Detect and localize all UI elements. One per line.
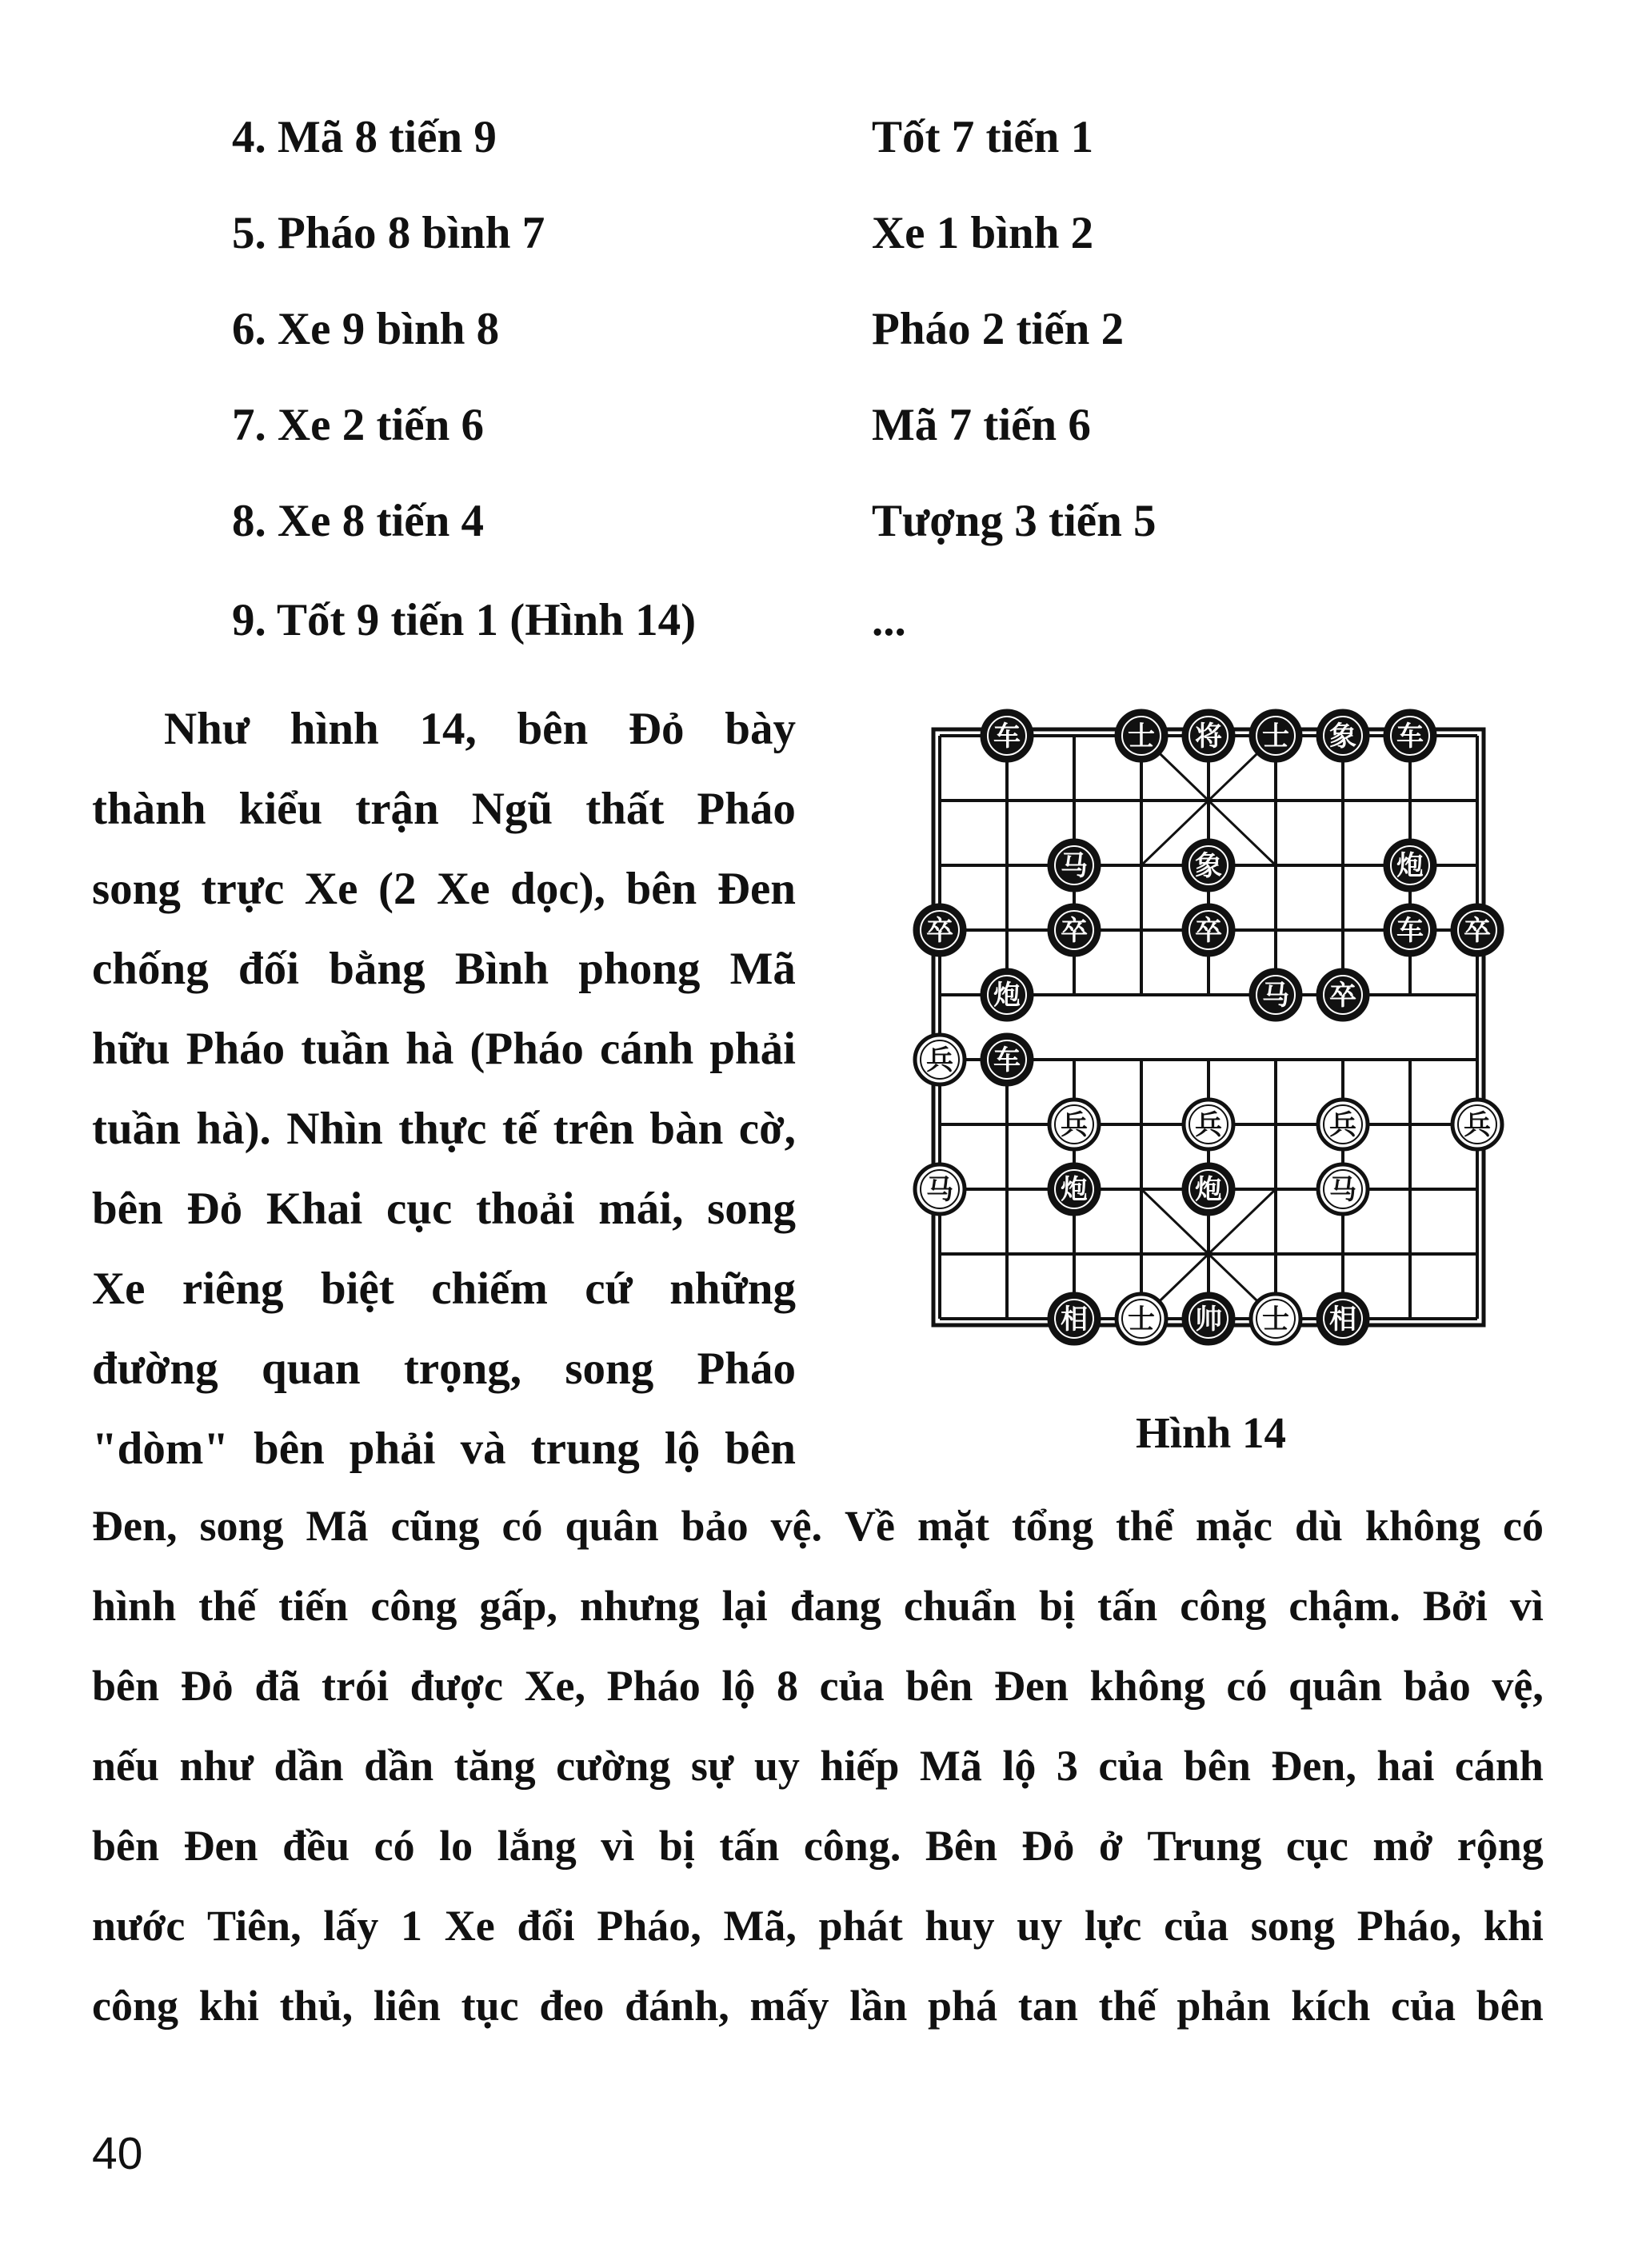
move-red: 6. Xe 9 bình 8 [232, 304, 500, 354]
piece-label: 兵 [926, 1044, 953, 1076]
word: có [1503, 1502, 1544, 1550]
word: rộng [1456, 1822, 1544, 1870]
word: bằng [329, 944, 425, 994]
move-red: 4. Mã 8 tiến 9 [232, 112, 497, 162]
word: Đen [183, 1822, 258, 1870]
word: của [1164, 1902, 1229, 1950]
piece-label: 将 [1195, 721, 1222, 753]
word: bên [254, 1423, 325, 1474]
word: hình [92, 1582, 177, 1630]
word: phong [578, 944, 701, 994]
word: ở [1098, 1822, 1123, 1870]
word: khi [198, 1982, 259, 2030]
word: hà [406, 1024, 454, 1074]
text-line [92, 1169, 796, 1249]
text-line [92, 1009, 796, 1089]
piece-label: 车 [993, 1044, 1021, 1076]
word: tế [501, 1104, 538, 1154]
word: lại [721, 1582, 768, 1630]
word: cục [386, 1184, 453, 1234]
word: song [565, 1344, 654, 1394]
word: hai [1376, 1742, 1435, 1790]
word: hà). [196, 1104, 271, 1154]
word: Đỏ [180, 1662, 234, 1710]
word: mặt [917, 1502, 989, 1550]
word: bên [517, 704, 589, 754]
word: dần [364, 1742, 434, 1790]
word: Pháo, [1356, 1902, 1462, 1950]
word: tuần [301, 1024, 390, 1074]
word: quân [1288, 1662, 1383, 1710]
word: 8 [777, 1662, 798, 1710]
word: đánh, [625, 1982, 729, 2030]
word: sự [690, 1742, 734, 1790]
word: Nhìn [286, 1104, 383, 1154]
word: tan [1017, 1982, 1078, 2030]
word: thế [1098, 1982, 1157, 2030]
word: mái, [598, 1184, 684, 1234]
xiangqi-board-figure [896, 696, 1536, 1384]
word: Mã, [723, 1902, 797, 1950]
word: (Pháo [469, 1024, 584, 1074]
move-black: Mã 7 tiến 6 [872, 400, 1091, 450]
word: thế [198, 1582, 257, 1630]
word: song [1250, 1902, 1335, 1950]
text-line [92, 1806, 1544, 1886]
word: song [199, 1502, 284, 1550]
word: 1 [401, 1902, 423, 1950]
word: bên [725, 1423, 796, 1474]
word: đường [92, 1344, 218, 1394]
move-black: Pháo 2 tiến 2 [872, 304, 1125, 354]
piece-label: 帅 [1195, 1304, 1222, 1336]
word: Khai [266, 1184, 363, 1234]
piece-label: 兵 [1329, 1109, 1356, 1141]
word: như [179, 1742, 254, 1790]
piece-label: 卒 [1464, 915, 1491, 947]
word: thủ, [279, 1982, 354, 2030]
word: lộ [721, 1662, 756, 1710]
left-paragraph [92, 689, 796, 1489]
word: phải [709, 1024, 796, 1074]
move-red: 7. Xe 2 tiến 6 [232, 400, 485, 450]
word: Xe [444, 1902, 495, 1950]
word: uy [753, 1742, 800, 1790]
piece-label: 士 [1262, 1304, 1289, 1336]
text-line [92, 1966, 1544, 2046]
word: cục [1285, 1822, 1348, 1870]
word: song [92, 864, 181, 914]
word: phản [1177, 1982, 1271, 2030]
word: mấy [749, 1982, 829, 2030]
piece-label: 车 [1396, 915, 1424, 947]
piece-label: 车 [1396, 721, 1424, 753]
piece-label: 卒 [926, 915, 953, 947]
word: bên [92, 1662, 160, 1710]
word: chậm. [1288, 1582, 1400, 1630]
word: vệ, [1492, 1662, 1544, 1710]
word: Đỏ [1021, 1822, 1075, 1870]
word: vì [601, 1822, 635, 1870]
word: nước [92, 1902, 186, 1950]
figure-caption: Hình 14 [1136, 1408, 1286, 1457]
piece-label: 士 [1128, 1304, 1155, 1336]
word: đeo [539, 1982, 605, 2030]
word: tấn [719, 1822, 780, 1870]
word: đối [238, 944, 299, 994]
word: Đỏ [628, 704, 685, 754]
piece-label: 象 [1195, 850, 1222, 882]
piece-label: 相 [1329, 1304, 1356, 1336]
word: tổng [1011, 1502, 1093, 1550]
text-line [92, 1646, 1544, 1726]
word: tấn [1097, 1582, 1158, 1630]
word: uy [1017, 1902, 1063, 1950]
move-row [0, 202, 1638, 266]
word: Bởi [1422, 1582, 1488, 1630]
word: phá [928, 1982, 998, 2030]
word: Đen, [1271, 1742, 1356, 1790]
word: phát [818, 1902, 903, 1950]
word: Mã [306, 1502, 369, 1550]
word: kích [1291, 1982, 1371, 2030]
word: nhưng [580, 1582, 700, 1630]
text-line [92, 1089, 796, 1169]
word: trọng, [403, 1344, 522, 1394]
word: của [819, 1662, 885, 1710]
word: Bình [454, 944, 549, 994]
piece-label: 卒 [1329, 980, 1356, 1012]
piece-label: 卒 [1061, 915, 1088, 947]
word: Đỏ [186, 1184, 243, 1234]
word: bàn [649, 1104, 724, 1154]
piece-label: 士 [1262, 721, 1289, 753]
move-red: 8. Xe 8 tiến 4 [232, 496, 485, 546]
word: Xe [437, 864, 490, 914]
word: chống [92, 944, 209, 994]
word: trực [201, 864, 285, 914]
word: khi [1483, 1902, 1544, 1950]
word: bên [625, 864, 697, 914]
piece-label: 马 [926, 1174, 953, 1206]
text-line [92, 1886, 1544, 1966]
piece-label: 兵 [1464, 1109, 1491, 1141]
text-line [92, 1486, 1544, 1566]
word: Ngũ [471, 784, 553, 834]
move-row [0, 589, 1638, 653]
move-red: 5. Pháo 8 bình 7 [232, 208, 545, 258]
word: cờ, [738, 1104, 796, 1154]
word: lực [1084, 1902, 1142, 1950]
word: quân [565, 1502, 659, 1550]
word: tiến [278, 1582, 349, 1630]
piece-label: 马 [1262, 980, 1289, 1012]
word: bảo [681, 1502, 749, 1550]
piece-label: 相 [1061, 1304, 1088, 1336]
text-line [92, 849, 796, 929]
word: bên [1476, 1982, 1544, 2030]
word: (2 [378, 864, 417, 914]
word: Pháo [697, 784, 796, 834]
word: công. [803, 1822, 901, 1870]
text-line [92, 1329, 796, 1409]
move-row [0, 489, 1638, 553]
word: chuẩn [903, 1582, 1017, 1630]
word: bảo [1403, 1662, 1471, 1710]
word: mặc [1195, 1502, 1272, 1550]
word: gấp, [479, 1582, 557, 1630]
word: bên [92, 1184, 163, 1234]
word: đang [789, 1582, 881, 1630]
page-number: 40 [92, 2128, 143, 2179]
word: có [374, 1822, 415, 1870]
text-line [92, 1566, 1544, 1646]
word: riêng [182, 1264, 284, 1314]
word: cũng [390, 1502, 480, 1550]
word: "dòm" [92, 1423, 229, 1474]
move-black: Tượng 3 tiến 5 [872, 496, 1157, 546]
word: lộ [664, 1423, 701, 1474]
word: Pháo [606, 1662, 701, 1710]
word: dù [1294, 1502, 1343, 1550]
piece-label: 士 [1128, 721, 1155, 753]
word: cường [556, 1742, 671, 1790]
word: cứ [585, 1264, 633, 1314]
word: đều [282, 1822, 350, 1870]
word: lần [849, 1982, 908, 2030]
word: thất [585, 784, 665, 834]
word: công [370, 1582, 457, 1630]
word: Bên [925, 1822, 997, 1870]
word: thể [1115, 1502, 1173, 1550]
piece-label: 马 [1061, 850, 1088, 882]
word: 3 [1056, 1742, 1078, 1790]
word: mở [1372, 1822, 1433, 1870]
word: kiểu [238, 784, 323, 834]
word: lắng [497, 1822, 577, 1870]
xiangqi-board [896, 696, 1536, 1384]
word: và [460, 1423, 506, 1474]
move-black: Xe 1 bình 2 [872, 208, 1094, 258]
word: lo [439, 1822, 473, 1870]
word: lộ [1002, 1742, 1037, 1790]
word: chiếm [431, 1264, 548, 1314]
word: phải [349, 1423, 436, 1474]
word: không [1364, 1502, 1481, 1550]
word: Về [845, 1502, 895, 1550]
text-line [92, 1249, 796, 1329]
word: cánh [599, 1024, 694, 1074]
text-line [92, 689, 796, 769]
word: dọc), [510, 864, 605, 914]
word: hữu [92, 1024, 170, 1074]
word: được [410, 1662, 503, 1710]
word: hình [290, 704, 379, 754]
word: thoải [476, 1184, 575, 1234]
word: vệ. [770, 1502, 823, 1550]
word: biệt [320, 1264, 394, 1314]
word: đã [254, 1662, 301, 1710]
move-black: ... [872, 595, 906, 645]
word: Pháo [186, 1024, 286, 1074]
word: huy [925, 1902, 995, 1950]
word: hiếp [820, 1742, 900, 1790]
word: lấy [323, 1902, 379, 1950]
word: đổi [517, 1902, 575, 1950]
word: bên [905, 1662, 973, 1710]
word: Như [164, 704, 250, 754]
word: bày [725, 704, 796, 754]
word: Tiên, [207, 1902, 302, 1950]
word: cánh [1454, 1742, 1544, 1790]
piece-label: 兵 [1195, 1109, 1222, 1141]
word: tăng [453, 1742, 536, 1790]
word: thực [398, 1104, 487, 1154]
word: bên [1183, 1742, 1251, 1790]
full-width-paragraph [92, 1486, 1544, 2046]
piece-label: 兵 [1061, 1109, 1088, 1141]
word: Mã [919, 1742, 982, 1790]
word: trói [322, 1662, 389, 1710]
word: bị [1039, 1582, 1076, 1630]
word: trận [355, 784, 439, 834]
move-row [0, 297, 1638, 361]
word: không [1089, 1662, 1205, 1710]
text-line [92, 769, 796, 849]
text-line [92, 1409, 796, 1489]
word: có [1226, 1662, 1268, 1710]
piece-label: 炮 [993, 980, 1021, 1012]
word: bị [658, 1822, 695, 1870]
piece-label: 象 [1329, 721, 1356, 753]
word: tuần [92, 1104, 181, 1154]
word: nếu [92, 1742, 160, 1790]
word: của [1391, 1982, 1456, 2030]
word: 14, [419, 704, 477, 754]
word: Pháo, [597, 1902, 701, 1950]
text-line [92, 1726, 1544, 1806]
piece-label: 卒 [1195, 915, 1222, 947]
word: Mã [729, 944, 796, 994]
word: quan [261, 1344, 361, 1394]
word: trung [530, 1423, 640, 1474]
word: Trung [1147, 1822, 1262, 1870]
move-row [0, 393, 1638, 457]
word: Đen [993, 1662, 1069, 1710]
text-line [92, 929, 796, 1009]
word: Xe [304, 864, 358, 914]
move-row [0, 106, 1638, 170]
piece-label: 炮 [1195, 1174, 1222, 1206]
move-black: Tốt 7 tiến 1 [872, 112, 1094, 162]
piece-label: 车 [993, 721, 1021, 753]
word: Xe, [524, 1662, 586, 1710]
word: tục [461, 1982, 519, 2030]
word: trên [553, 1104, 634, 1154]
word: liên [373, 1982, 441, 2030]
word: dần [274, 1742, 344, 1790]
word: Đen, [92, 1502, 178, 1550]
word: công [92, 1982, 178, 2030]
word: Pháo [697, 1344, 796, 1394]
piece-label: 炮 [1061, 1174, 1088, 1206]
word: những [669, 1264, 796, 1314]
word: song [707, 1184, 796, 1234]
word: bên [92, 1822, 160, 1870]
word: có [501, 1502, 543, 1550]
word: công [1180, 1582, 1267, 1630]
move-red: 9. Tốt 9 tiến 1 (Hình 14) [232, 595, 697, 645]
word: của [1098, 1742, 1164, 1790]
word: Xe [92, 1264, 146, 1314]
word: vì [1509, 1582, 1544, 1630]
word: Đen [717, 864, 796, 914]
word: thành [92, 784, 206, 834]
piece-label: 炮 [1396, 850, 1424, 882]
piece-label: 马 [1329, 1174, 1356, 1206]
